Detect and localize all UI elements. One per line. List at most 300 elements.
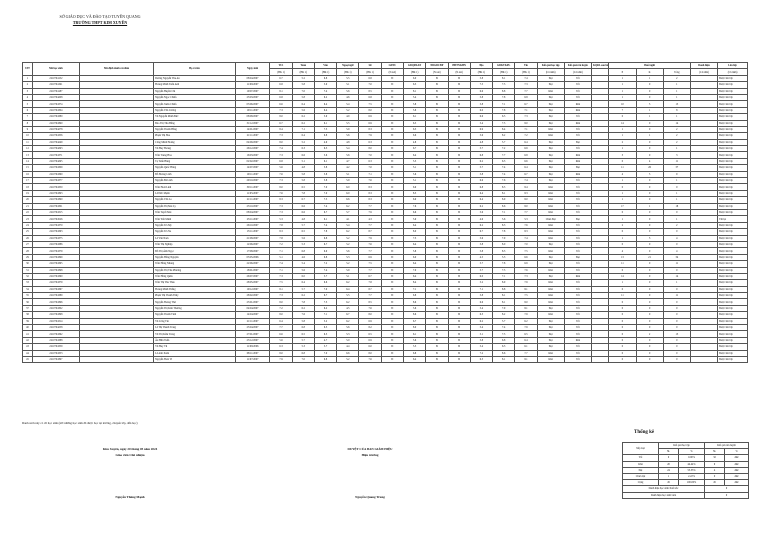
table-cell: Đ — [448, 261, 470, 267]
table-cell: Đ — [426, 171, 448, 177]
table-cell: 6.2 — [337, 318, 359, 324]
table-cell: Khá — [564, 107, 591, 113]
stats-cell: ### — [725, 480, 749, 486]
table-cell: Được lên lớp — [718, 197, 748, 203]
table-cell: 0 — [663, 209, 690, 215]
table-cell: Đ — [426, 82, 448, 88]
table-cell: Tốt — [564, 312, 591, 318]
table-cell: Đ — [426, 94, 448, 100]
table-cell: 7.5 — [270, 280, 292, 286]
table-cell: Tốt — [564, 190, 591, 196]
table-cell: 8.0 — [403, 229, 425, 235]
stats-cell: SL — [705, 449, 725, 455]
table-cell: 9 — [23, 126, 33, 132]
table-cell: 0 — [636, 356, 663, 362]
table-cell: Đ — [381, 318, 403, 324]
table-cell: 26/10/2007 — [235, 222, 270, 228]
table-cell: 7.7 — [515, 209, 537, 215]
column-header: Mã định danh cá nhân — [79, 63, 153, 76]
table-cell: Nguyễn Ngọc Chiến — [154, 94, 236, 100]
table-cell: 18/01/2007 — [235, 267, 270, 273]
table-cell: Tốt — [564, 126, 591, 132]
table-cell: Đ — [381, 133, 403, 139]
table-cell: 8.4 — [493, 126, 515, 132]
table-cell: Đ — [448, 75, 470, 81]
table-cell: 28 — [23, 248, 33, 254]
table-cell: 7.1 — [270, 267, 292, 273]
table-cell: 7.1 — [493, 209, 515, 215]
table-cell: 6.9 — [515, 261, 537, 267]
table-cell: 6.9 — [359, 337, 381, 343]
table-cell: 6.3 — [314, 146, 336, 152]
table-cell: Được lên lớp — [718, 222, 748, 228]
column-subheader: (HK 1) — [337, 69, 359, 75]
column-subheader: K — [636, 69, 663, 75]
table-cell: 7.3 — [270, 107, 292, 113]
column-subheader: (HK 1) — [292, 69, 314, 75]
table-cell: 0 — [636, 261, 663, 267]
table-cell: 4.6 — [337, 94, 359, 100]
principal-title: DUYỆT CỦA BAN GIÁM HIỆU — [347, 447, 393, 451]
column-subheader: P — [609, 69, 636, 75]
column-header: Văn — [314, 63, 336, 69]
table-cell: Tốt — [564, 146, 591, 152]
table-cell: Đ — [448, 222, 470, 228]
table-cell: 1 — [636, 114, 663, 120]
table-cell: 8.0 — [515, 120, 537, 126]
table-cell: Đ — [381, 158, 403, 164]
table-cell: 19/11/2007 — [235, 107, 270, 113]
table-cell: 7.8 — [292, 299, 314, 305]
table-cell: 8.6 — [493, 203, 515, 209]
table-cell: Đ — [426, 337, 448, 343]
table-cell: 5.1 — [403, 165, 425, 171]
table-cell: Đ — [426, 356, 448, 362]
table-cell: 8.3 — [515, 229, 537, 235]
table-cell: 10 — [609, 101, 636, 107]
table-cell: 7.1 — [493, 101, 515, 107]
table-cell: 5.8 — [470, 293, 492, 299]
table-cell: 8.4 — [403, 280, 425, 286]
table-cell: 5.6 — [337, 325, 359, 331]
table-cell: 2210704393 — [32, 190, 79, 196]
table-cell: 6.4 — [403, 152, 425, 158]
table-cell: 6.3 — [292, 146, 314, 152]
table-cell: 7.7 — [359, 203, 381, 209]
table-cell: Khá — [564, 120, 591, 126]
stats-cell: 1 — [659, 473, 679, 479]
table-cell: 2210704388 — [32, 337, 79, 343]
table-cell: 7.8 — [359, 280, 381, 286]
table-cell: 14 — [23, 158, 33, 164]
table-cell: Tốt — [564, 133, 591, 139]
stats-cell: 100.00% — [679, 480, 705, 486]
table-cell: Đạt — [537, 344, 564, 350]
table-cell: 6.9 — [359, 254, 381, 260]
table-cell: Hoàng Minh Tuấn Anh — [154, 82, 236, 88]
table-cell: 14 — [609, 120, 636, 126]
table-cell: Tốt — [564, 305, 591, 311]
table-cell: Tốt — [564, 293, 591, 299]
table-cell: 6.3 — [493, 158, 515, 164]
table-cell: Đ — [448, 286, 470, 292]
table-cell: 40 — [23, 325, 33, 331]
table-cell: 2210704278 — [32, 126, 79, 132]
table-cell: Đạt — [564, 216, 591, 222]
table-cell: Đ — [448, 107, 470, 113]
table-cell: Khá — [537, 229, 564, 235]
table-cell: 7.9 — [515, 280, 537, 286]
table-cell: 6.3 — [314, 325, 336, 331]
stats-cell: 20 — [659, 461, 679, 467]
table-cell: Được lên lớp — [718, 75, 748, 81]
table-cell: Khá — [564, 158, 591, 164]
table-cell: 8.3 — [493, 222, 515, 228]
table-cell: 4.9 — [314, 139, 336, 145]
table-cell: Được lên lớp — [718, 203, 748, 209]
table-cell: 21/11/2007 — [235, 197, 270, 203]
table-cell: Đ — [381, 273, 403, 279]
table-cell: 7.1 — [515, 107, 537, 113]
table-cell: 7.0 — [359, 82, 381, 88]
table-cell: 0 — [609, 114, 636, 120]
stats-table — [622, 442, 749, 499]
table-cell: Được lên lớp — [718, 254, 748, 260]
stats-cell: ### — [725, 461, 749, 467]
table-cell: 5.3 — [337, 254, 359, 260]
table-cell: Tốt — [564, 280, 591, 286]
table-cell: 7.8 — [493, 261, 515, 267]
table-cell: 2210704302 — [32, 305, 79, 311]
table-cell: 8.4 — [270, 126, 292, 132]
stats-cell: 53.33% — [679, 467, 705, 473]
table-cell: Nguyễn Trà My — [154, 222, 236, 228]
table-cell: 4.8 — [337, 139, 359, 145]
table-cell: 8.1 — [515, 356, 537, 362]
table-cell: 6.6 — [314, 280, 336, 286]
table-cell: 6.9 — [359, 318, 381, 324]
table-cell: Đ — [448, 197, 470, 203]
table-cell: 26/12/2007 — [235, 146, 270, 152]
table-cell: Đ — [448, 325, 470, 331]
table-cell: 5.8 — [470, 241, 492, 247]
table-cell: Khá — [537, 197, 564, 203]
table-note: Danh sách này có 45 học sinh (nữ: những học sinh đã được học tại trường, chuyển lớp, đến học) — [22, 421, 138, 425]
table-cell: 11/07/2007 — [235, 356, 270, 362]
table-cell: 24 — [23, 222, 33, 228]
table-cell: 8.1 — [270, 286, 292, 292]
table-cell: 0 — [609, 158, 636, 164]
table-cell: 2210704390 — [32, 120, 79, 126]
table-cell: 0 — [663, 184, 690, 190]
table-cell: 0 — [663, 337, 690, 343]
table-cell: 0 — [636, 146, 663, 152]
table-cell: 5.6 — [292, 107, 314, 113]
table-cell: 7.3 — [270, 133, 292, 139]
table-cell: 2210704377 — [32, 178, 79, 184]
table-cell: 7.2 — [493, 146, 515, 152]
table-cell: Nguyễn Quốc Hùng — [154, 165, 236, 171]
table-cell: 8.1 — [493, 356, 515, 362]
table-cell: 8.5 — [359, 299, 381, 305]
table-cell: 7.2 — [515, 133, 537, 139]
table-cell: 1 — [663, 178, 690, 184]
table-cell: 0 — [636, 286, 663, 292]
table-cell: Đ — [426, 350, 448, 356]
table-cell: 6.0 — [337, 190, 359, 196]
table-cell: 1 — [663, 216, 690, 222]
table-cell: Tốt — [564, 88, 591, 94]
table-cell: 4 — [663, 235, 690, 241]
table-cell: 11/09/2007 — [235, 82, 270, 88]
table-cell: Được lên lớp — [718, 133, 748, 139]
table-cell: 8.5 — [493, 184, 515, 190]
principal-name: Nguyễn Quang Trung — [355, 495, 385, 499]
table-cell: Khá — [537, 293, 564, 299]
table-cell: 1 — [636, 107, 663, 113]
table-cell: 7.9 — [359, 235, 381, 241]
table-row — [23, 356, 748, 362]
table-cell: Đ — [448, 241, 470, 247]
table-cell: Được lên lớp — [718, 344, 748, 350]
table-cell: 5.4 — [470, 344, 492, 350]
table-cell: 3 — [663, 152, 690, 158]
table-cell: 7.5 — [493, 267, 515, 273]
table-cell: 31/12/2007 — [235, 120, 270, 126]
table-cell: 6.5 — [359, 331, 381, 337]
table-cell: Đ — [448, 344, 470, 350]
table-cell: 5.8 — [470, 171, 492, 177]
table-cell: Đ — [426, 273, 448, 279]
table-cell: 38 — [23, 312, 33, 318]
column-header: GDKT&PL — [493, 63, 515, 69]
table-cell: 5.6 — [493, 216, 515, 222]
table-cell: 2210704386 — [32, 241, 79, 247]
table-cell: 21/11/2007 — [235, 318, 270, 324]
table-cell: 2210704304 — [32, 107, 79, 113]
table-cell: Khá — [537, 126, 564, 132]
table-cell: 32 — [23, 273, 33, 279]
table-cell: 8.3 — [403, 190, 425, 196]
table-cell: 0 — [636, 293, 663, 299]
table-cell: Đ — [448, 312, 470, 318]
table-cell: Vũ Công Tín — [154, 318, 236, 324]
table-cell: Khá — [537, 203, 564, 209]
table-cell: 6.9 — [470, 126, 492, 132]
column-subheader: (N.xét) — [448, 69, 470, 75]
table-cell: Tốt — [564, 356, 591, 362]
table-cell: 5.2 — [470, 280, 492, 286]
table-cell: Được lên lớp — [718, 88, 748, 94]
table-cell: Nguyễn Bá Linh — [154, 178, 236, 184]
table-cell: Tốt — [564, 114, 591, 120]
table-cell: 5.6 — [470, 209, 492, 215]
table-cell: 7.4 — [314, 88, 336, 94]
table-cell: Đ — [381, 209, 403, 215]
stats-cell: % — [725, 449, 749, 455]
table-cell: 2210704380 — [32, 114, 79, 120]
table-cell: 5 — [23, 101, 33, 107]
table-cell: 2210704379 — [32, 248, 79, 254]
table-cell: 0 — [609, 350, 636, 356]
table-cell: 0 — [609, 312, 636, 318]
table-cell: 6.7 — [292, 197, 314, 203]
table-cell: 0 — [609, 337, 636, 343]
table-cell: Tốt — [564, 248, 591, 254]
table-cell: Được lên lớp — [718, 146, 748, 152]
table-cell: 7.0 — [314, 190, 336, 196]
table-cell: Chưa Đạt — [537, 216, 564, 222]
table-cell: 0 — [609, 318, 636, 324]
table-cell: 6.9 — [314, 248, 336, 254]
table-cell: 6.2 — [314, 305, 336, 311]
table-cell: 6.2 — [292, 293, 314, 299]
table-cell: 6.5 — [403, 120, 425, 126]
table-cell: 6.4 — [292, 280, 314, 286]
table-cell: 26 — [636, 165, 663, 171]
table-cell: 6.7 — [314, 209, 336, 215]
table-cell: 5.4 — [337, 146, 359, 152]
table-cell: 19 — [23, 190, 33, 196]
stats-cell: 0 — [659, 455, 679, 461]
table-cell: Đ — [381, 299, 403, 305]
table-cell: Trần Tuyết Mai — [154, 209, 236, 215]
table-cell: 5.2 — [337, 356, 359, 362]
table-cell: Tốt — [564, 344, 591, 350]
table-cell: 1 — [609, 75, 636, 81]
table-cell: Đạt — [537, 139, 564, 145]
table-cell: 2210704314 — [32, 318, 79, 324]
table-cell: 37 — [23, 305, 33, 311]
table-cell: Được lên lớp — [718, 107, 748, 113]
column-subheader: (Cả năm) — [690, 69, 717, 75]
table-cell: 7.3 — [515, 273, 537, 279]
table-cell: 6.8 — [270, 94, 292, 100]
teacher-signature — [60, 446, 200, 500]
table-cell: Thi lại — [718, 216, 748, 222]
table-cell: 0 — [636, 248, 663, 254]
table-cell: 1 — [663, 114, 690, 120]
table-cell: 8.7 — [359, 286, 381, 292]
table-cell: 5.2 — [292, 75, 314, 81]
table-cell: 8.0 — [359, 146, 381, 152]
table-cell: Khá — [537, 356, 564, 362]
table-cell: 8.5 — [359, 88, 381, 94]
column-header: Ngoại ngữ — [337, 63, 359, 69]
table-cell: Đạt — [537, 152, 564, 158]
table-cell: 6.6 — [470, 299, 492, 305]
table-cell: Đ — [381, 229, 403, 235]
table-cell: 1 — [663, 146, 690, 152]
table-cell: 19/11/2007 — [235, 171, 270, 177]
table-cell: 6.0 — [337, 184, 359, 190]
table-cell: Khá — [537, 267, 564, 273]
table-cell: 2210704374 — [32, 101, 79, 107]
table-cell: Được lên lớp — [718, 171, 748, 177]
table-cell: 8.0 — [270, 299, 292, 305]
table-cell: 8 — [23, 120, 33, 126]
table-cell: 2210704359 — [32, 344, 79, 350]
table-cell: 2210704398 — [32, 312, 79, 318]
table-cell: 1 — [609, 88, 636, 94]
table-cell: 8.3 — [270, 229, 292, 235]
table-cell: Được lên lớp — [718, 190, 748, 196]
table-cell: 22/06/2007 — [235, 261, 270, 267]
table-cell: 14 — [609, 273, 636, 279]
table-cell: 7.8 — [292, 190, 314, 196]
table-cell: 7.1 — [270, 248, 292, 254]
table-cell: 8.0 — [515, 203, 537, 209]
table-cell: 6.4 — [515, 165, 537, 171]
table-cell: 2210704152 — [32, 75, 79, 81]
table-cell: 34 — [663, 254, 690, 260]
table-cell: 26/07/2007 — [235, 273, 270, 279]
table-cell: 25/04/2007 — [235, 325, 270, 331]
table-cell: 5.6 — [337, 152, 359, 158]
table-cell: Tốt — [564, 235, 591, 241]
table-cell: 0 — [636, 350, 663, 356]
table-cell: 0 — [636, 184, 663, 190]
table-cell: Đ — [381, 222, 403, 228]
table-cell: Đ — [426, 261, 448, 267]
table-cell: 5 — [636, 101, 663, 107]
table-cell: 6.6 — [292, 152, 314, 158]
table-cell: 5.7 — [314, 273, 336, 279]
table-cell: Đ — [381, 178, 403, 184]
table-cell: 6.4 — [403, 273, 425, 279]
table-cell: 2210704367 — [32, 286, 79, 292]
table-cell: 41 — [23, 331, 33, 337]
table-cell: Khá — [537, 248, 564, 254]
table-cell: Đạt — [537, 318, 564, 324]
column-header: Danh hiệu — [690, 63, 717, 69]
table-cell: 0 — [636, 241, 663, 247]
table-cell: 21/08/2007 — [235, 235, 270, 241]
table-cell: 6.6 — [292, 209, 314, 215]
table-cell: Đạt — [537, 178, 564, 184]
table-cell: 36 — [23, 299, 33, 305]
table-cell: Đ — [448, 146, 470, 152]
table-cell: Tốt — [564, 331, 591, 337]
table-cell: Đ — [426, 280, 448, 286]
table-cell: 5.7 — [493, 318, 515, 324]
table-cell: 3 — [609, 152, 636, 158]
table-cell: 7.3 — [270, 152, 292, 158]
table-cell: Đ — [426, 88, 448, 94]
table-cell: 0 — [636, 299, 663, 305]
table-cell: 7.5 — [359, 261, 381, 267]
table-cell: 2210704249 — [32, 139, 79, 145]
table-cell: Đ — [426, 107, 448, 113]
table-cell: Tốt — [564, 222, 591, 228]
table-cell: Đ — [448, 158, 470, 164]
table-cell: Đ — [381, 254, 403, 260]
stats-cell: 0 — [705, 473, 725, 479]
table-cell: 5.7 — [470, 146, 492, 152]
column-subheader: Tổng — [663, 69, 690, 75]
table-cell: 4.2 — [337, 165, 359, 171]
table-cell: 7.8 — [493, 94, 515, 100]
table-cell: 2210704191 — [32, 82, 79, 88]
table-cell: 34 — [23, 286, 33, 292]
table-cell: Đ — [448, 235, 470, 241]
table-cell: 1 — [609, 94, 636, 100]
table-cell: 6.6 — [470, 88, 492, 94]
stats-cell: SL — [659, 449, 679, 455]
table-cell: 6.4 — [403, 356, 425, 362]
table-cell: Đạt — [564, 165, 591, 171]
table-cell: Đ — [381, 293, 403, 299]
